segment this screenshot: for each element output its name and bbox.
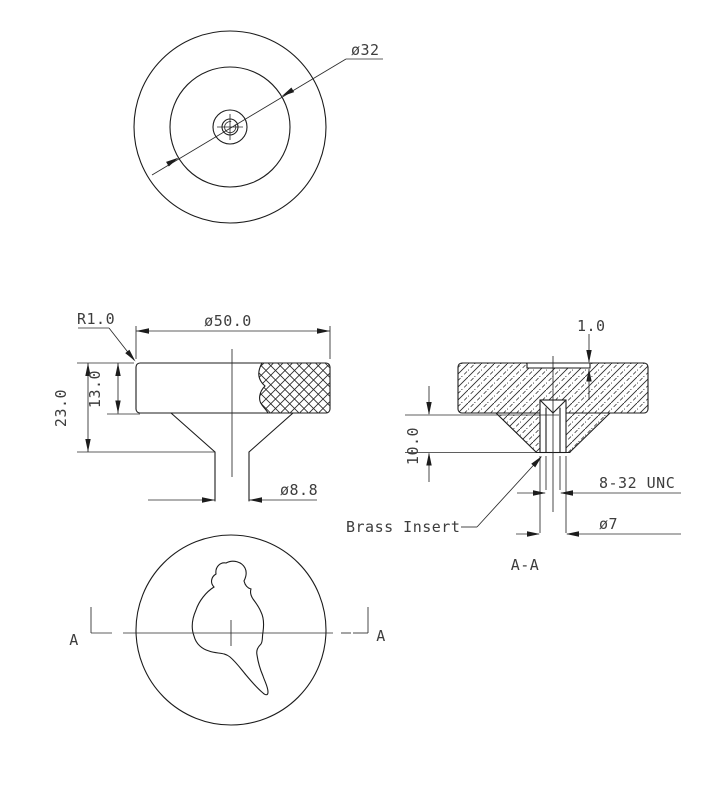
dim-thread — [517, 474, 681, 496]
dim-boss-diameter-label: ø8.8 — [280, 481, 319, 499]
section-cut-line — [69, 607, 386, 649]
dim-insert-diameter-label: ø7 — [599, 515, 619, 533]
dim-boss-diameter — [148, 481, 318, 503]
dim-fillet-radius-label: R1.0 — [77, 310, 116, 328]
front-view-outline — [136, 349, 330, 501]
top-view — [134, 31, 383, 223]
dim-insert-depth-label: 10.0 — [404, 426, 422, 466]
dim-head-diameter — [136, 312, 330, 359]
dim-insert-diameter — [516, 515, 681, 537]
dim-total-height-label: 23.0 — [52, 388, 70, 428]
dim-fillet-radius — [77, 310, 138, 363]
top-view-outline — [134, 31, 326, 223]
brass-insert-callout — [346, 454, 544, 536]
molded-logo-outline — [192, 561, 268, 695]
brass-insert-note: Brass Insert — [346, 518, 461, 536]
bottom-view — [69, 535, 386, 725]
dim-total-height — [52, 363, 215, 452]
dim-head-height — [86, 363, 140, 414]
front-view — [52, 310, 330, 503]
center-mark — [217, 114, 243, 140]
top-recess — [527, 363, 590, 368]
dim-outer-diameter — [152, 41, 383, 175]
knurl-patch — [259, 363, 330, 413]
dim-thread-label: 8-32 UNC — [599, 474, 676, 492]
section-marker-right: A — [376, 627, 386, 645]
dim-outer-diameter-label: ø32 — [351, 41, 380, 59]
dim-head-height-label: 13.0 — [86, 369, 104, 409]
section-title: A-A — [510, 556, 540, 574]
section-marker-left: A — [69, 631, 79, 649]
dim-recess-depth-label: 1.0 — [577, 317, 606, 335]
dim-head-diameter-label: ø50.0 — [204, 312, 252, 330]
section-view — [346, 317, 681, 574]
